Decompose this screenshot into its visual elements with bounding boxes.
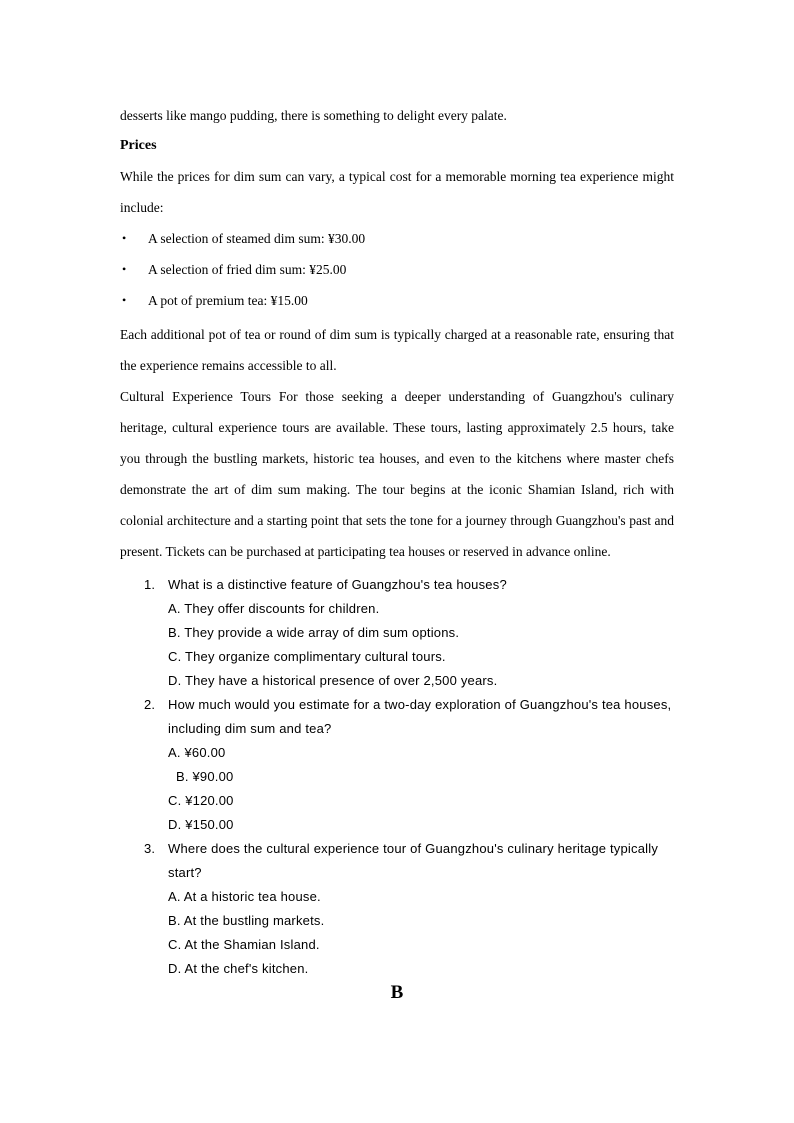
question-text: Where does the cultural experience tour of Guangzhou's culinary heritage typically start? [168,841,659,880]
option-d: D. They have a historical presence of over 2,500 years. [168,673,498,688]
question-item [120,837,674,981]
option-c: C. They organize complimentary cultural tours. [168,649,446,664]
question-number: 2. [144,697,156,712]
bullet-icon: • [122,262,127,276]
question-item [120,693,674,837]
prices-intro: While the prices for dim sum can vary, a typical cost for a memorable morning tea experience might include: [120,169,674,215]
question-text: What is a distinctive feature of Guangzhou's tea houses? [168,577,507,592]
option-c: C. ¥120.00 [168,793,234,808]
additional-text: Each additional pot of tea or round of dim sum is typically charged at a reasonable rate, ensuring that the experience remains accessible to all. [120,327,674,373]
price-item-text: A selection of fried dim sum: ¥25.00 [148,262,347,277]
option-b: B. ¥90.00 [176,769,234,784]
list-item [120,254,674,285]
option-d: D. ¥150.00 [168,817,234,832]
option-b: B. They provide a wide array of dim sum options. [168,625,460,640]
list-item [120,285,674,316]
tours-text: Cultural Experience Tours For those seeking a deeper understanding of Guangzhou's culinary heritage, cultural experience tours are available. These tours, lasting approximately 2.5 hours, take you through the bustling markets, historic tea houses, and even to the kitchens where master chefs demonstrate the art of dim sum making. The tour begins at the iconic Shamian Island, rich with colonial architecture and a starting point that sets the tone for a journey through Guangzhou's past and present. Tickets can be purchased at participating tea houses or reserved in advance online. [120,389,674,559]
prices-heading: Prices [120,138,157,153]
question-text: How much would you estimate for a two-day exploration of Guangzhou's tea houses, including dim sum and tea? [168,697,672,736]
question-number: 1. [144,577,156,592]
bullet-icon: • [122,293,127,307]
option-a: A. At a historic tea house. [168,889,321,904]
question-list [120,573,674,981]
option-d: D. At the chef's kitchen. [168,961,309,976]
option-a: A. They offer discounts for children. [168,601,380,616]
price-list [120,223,674,316]
price-item-text: A selection of steamed dim sum: ¥30.00 [148,231,366,246]
question-number: 3. [144,841,156,856]
option-c: C. At the Shamian Island. [168,937,320,952]
option-a: A. ¥60.00 [168,745,226,760]
option-b: B. At the bustling markets. [168,913,325,928]
price-item-text: A pot of premium tea: ¥15.00 [148,293,308,308]
document-body [120,100,674,981]
section-label: B [390,982,404,1003]
list-item [120,223,674,254]
bullet-icon: • [122,231,127,245]
question-item [120,573,674,693]
intro-tail: desserts like mango pudding, there is something to delight every palate. [120,108,507,123]
